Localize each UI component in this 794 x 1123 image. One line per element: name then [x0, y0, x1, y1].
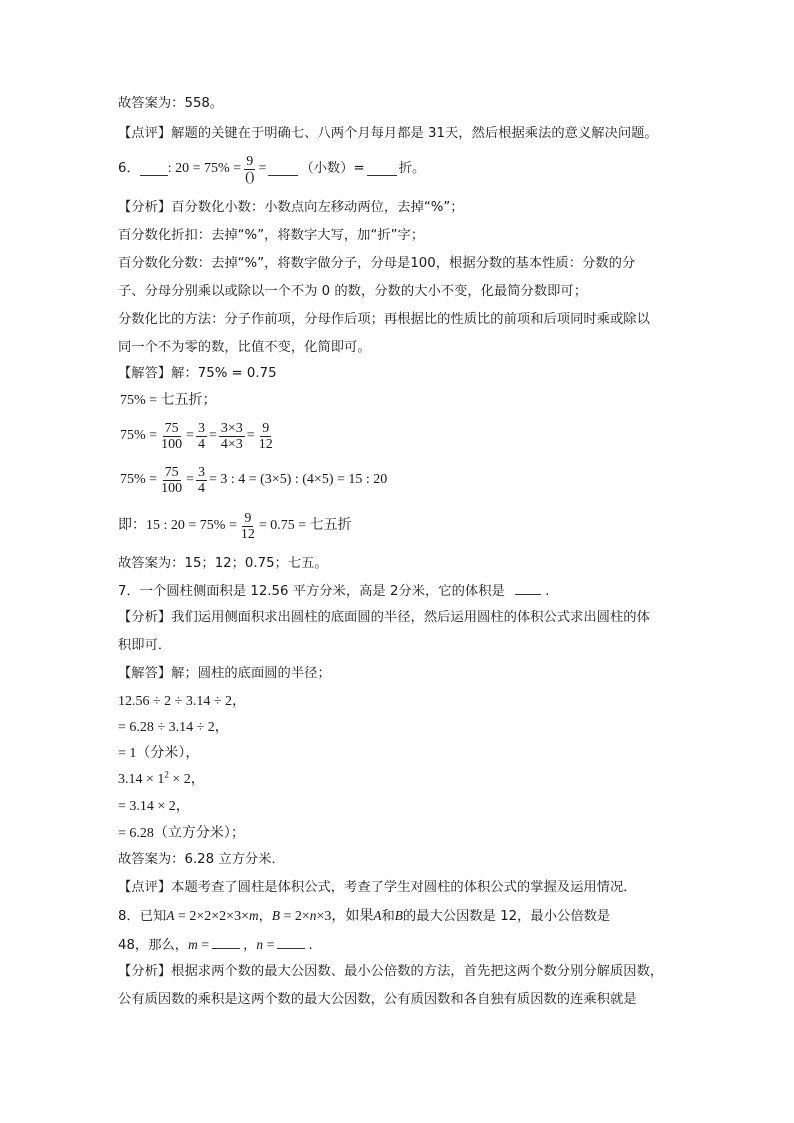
calc-line-5: = 3.14 × 2，: [118, 799, 190, 814]
blank-7: [515, 582, 541, 595]
calc-line-1: 12.56 ÷ 2 ÷ 3.14 ÷ 2，: [118, 694, 247, 709]
s3-frac-4-den: 12: [258, 436, 273, 452]
blank-6a: [140, 163, 168, 176]
q8-var-B: B: [271, 908, 280, 923]
blank-8m: [212, 936, 240, 949]
s4-eq-1: =: [186, 472, 194, 487]
analysis-7-line-2: 积即可．: [118, 638, 172, 653]
s3-eq-3: =: [246, 428, 255, 443]
s4-frac-2-den: 4: [197, 480, 205, 496]
q8b-eq-n: =: [263, 938, 275, 953]
answer-line-q6: 故答案为：15；12；0.75；七五。: [118, 556, 328, 571]
answer-line-q5: 故答案为：558。: [118, 96, 224, 111]
q8b-prefix: 48，那么，: [118, 938, 189, 953]
q6-zhe: 折。: [398, 161, 426, 176]
s3-frac-2-num: 3: [197, 420, 205, 436]
solution-7-line-1: 【解答】解；圆柱的底面圆的半径；: [118, 666, 331, 681]
s3-frac-4-num: 9: [262, 420, 270, 436]
analysis-line-6: 同一个不为零的数，比值不变，化简即可。: [118, 340, 371, 355]
calc-line-4-b: × 2，: [168, 772, 205, 787]
s5-tail: = 0.75 = 七五折: [258, 518, 352, 533]
q6-fraction-denominator: (): [245, 169, 255, 185]
question-8-line-2: [118, 936, 313, 954]
s4-frac-2-num: 3: [197, 464, 205, 480]
q8-condition: 的最大公因数是 12，最小公倍数是: [402, 909, 611, 924]
blank-6c: [367, 163, 397, 176]
q8-var-A: A: [166, 908, 175, 923]
s3-frac-1-den: 100: [161, 436, 183, 452]
question-7-end: .: [545, 584, 550, 599]
calc-line-2: = 6.28 ÷ 3.14 ÷ 2，: [118, 720, 229, 735]
q8-var-n: n: [309, 908, 317, 923]
q8-var-B-2: B: [394, 908, 403, 923]
calc-line-4-a: 3.14 × 1: [118, 772, 165, 787]
question-6-number: 6．: [118, 161, 140, 176]
s3-lead: 75% =: [120, 428, 158, 443]
analysis-7-line-1: 【分析】我们运用侧面积求出圆柱的底面圆的半径，然后运用圆柱的体积公式求出圆柱的体: [118, 610, 650, 625]
s3-frac-1-num: 75: [164, 420, 179, 436]
q6-decimal-label: （小数）=: [300, 161, 365, 176]
s4-frac-1-den: 100: [161, 480, 183, 496]
q8-B-expr: = 2×: [280, 909, 310, 924]
solution-summary-line: [118, 508, 352, 544]
s4-lead: 75% =: [120, 472, 158, 487]
calc-line-4-exponent: 2: [164, 769, 169, 780]
calc-line-3: = 1（分米），: [118, 746, 200, 761]
blank-6b: [268, 163, 298, 176]
review-line-q7: 【点评】本题考查了圆柱是体积公式，考查了学生对圆柱的体积公式的掌握及运用情况．: [118, 880, 637, 895]
analysis-line-4: 子、分母分别乘以或除以一个不为 0 的数，分数的大小不变，化最简分数即可；: [118, 284, 588, 299]
analysis-8-line-1: 【分析】根据求两个数的最大公因数、最小公倍数的方法，首先把这两个数分别分解质因数，: [118, 964, 664, 979]
s3-frac-3: [219, 421, 245, 452]
calc-line-4: [118, 769, 205, 788]
s3-frac-2-den: 4: [197, 436, 205, 452]
s4-tail: = 3 : 4 = (3×5) : (4×5) = 15 : 20: [208, 472, 388, 487]
analysis-8-line-2: 公有质因数的乘积是这两个数的最大公因数，公有质因数和各自独有质因数的连乘积就是: [118, 992, 637, 1007]
s3-frac-3-den: 4×3: [220, 436, 243, 452]
s4-frac-1: [159, 465, 184, 496]
question-6: [118, 152, 425, 186]
q8b-comma: ，: [243, 938, 257, 953]
q8-and: 和: [381, 909, 395, 924]
s4-frac-1-num: 75: [164, 464, 179, 480]
q6-ratio-text: : 20 = 75% =: [167, 161, 242, 176]
solution-fraction-chain-1: [120, 418, 277, 454]
solution-line-1: 【解答】解：75% = 0.75: [118, 366, 277, 381]
s3-frac-2: [196, 421, 207, 452]
q8b-eq-m: =: [197, 938, 210, 953]
analysis-line-2: 百分数化折扣：去掉“%”，将数字大写，加“折”字；: [118, 228, 425, 243]
q8-A-expr: = 2×2×2×3×: [174, 909, 249, 924]
analysis-line-3: 百分数化分数：去掉“%”，将数字做分子，分母是100，根据分数的基本性质：分数的分: [118, 256, 636, 271]
q8-comma: ，: [258, 909, 272, 924]
s5-frac-den: 12: [240, 526, 255, 542]
question-7: [118, 582, 550, 600]
s3-frac-4: [257, 421, 275, 452]
s5-lead: 即：15 : 20 = 75% =: [118, 518, 237, 533]
q8b-var-m: m: [188, 937, 198, 952]
q8-var-A-2: A: [373, 908, 382, 923]
q8b-end: .: [308, 938, 313, 953]
q6-eq: =: [258, 161, 267, 176]
solution-fraction-chain-2: [120, 462, 387, 498]
s4-frac-2: [196, 465, 207, 496]
q8-prefix: 8．已知: [118, 909, 167, 924]
q8-var-m: m: [248, 908, 259, 923]
s5-frac: [239, 511, 257, 542]
blank-8n: [277, 936, 305, 949]
analysis-line-5: 分数化比的方法：分子作前项，分母作后项；再根据比的性质比的前项和后项同时乘或除以: [118, 312, 650, 327]
review-line-q5: 【点评】解题的关键在于明确七、八两个月每月都是 31天，然后根据乘法的意义解决问题。: [118, 126, 658, 141]
s5-frac-num: 9: [244, 510, 252, 526]
analysis-line-1: 【分析】百分数化小数：小数点向左移动两位，去掉“%”；: [118, 200, 464, 215]
q6-fraction: [243, 154, 256, 185]
q8b-var-n: n: [256, 937, 264, 952]
question-8-line-1: [118, 908, 610, 925]
s3-eq-2: =: [208, 428, 217, 443]
s3-frac-3-num: 3×3: [220, 420, 243, 436]
q8-B-expr-end: ×3，如果: [316, 909, 374, 924]
question-7-text: 7．一个圆柱侧面积是 12.56 平方分米，高是 2分米，它的体积是: [118, 584, 505, 599]
solution-line-2: 75% = 七五折；: [120, 393, 217, 408]
calc-line-6: = 6.28（立方分米）；: [118, 826, 245, 841]
s3-eq-1: =: [186, 428, 194, 443]
answer-line-q7: 故答案为：6.28 立方分米．: [118, 852, 285, 867]
s3-frac-1: [159, 421, 184, 452]
q6-fraction-numerator: 9: [246, 153, 254, 169]
